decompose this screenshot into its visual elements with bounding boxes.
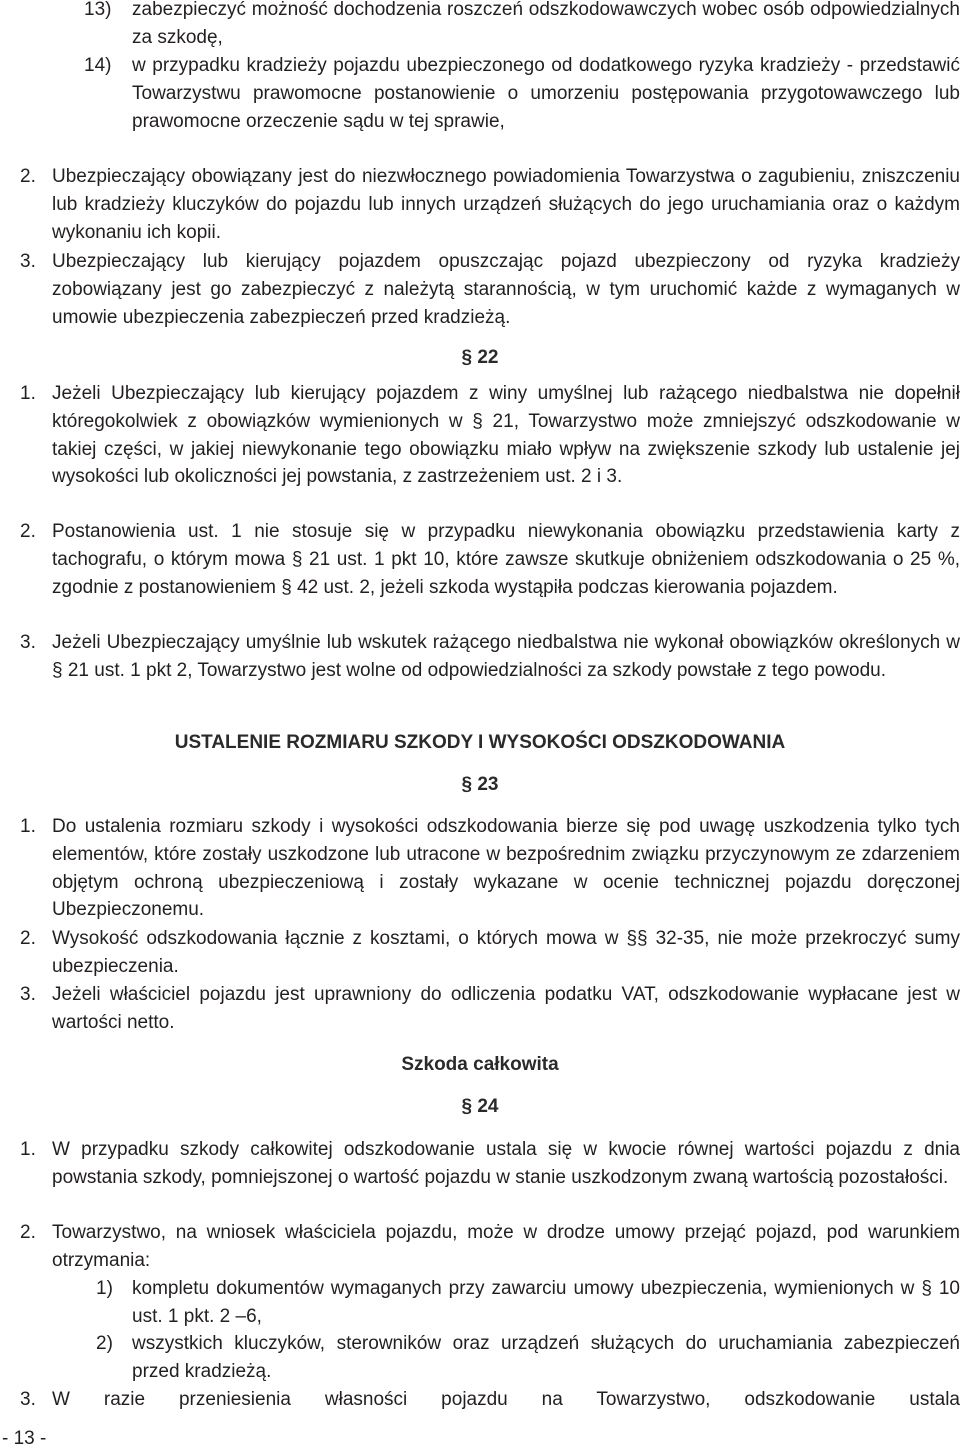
paragraph-text: Towarzystwo, na wniosek właściciela pojazdu, może w drodze umowy przejąć pojazd, pod warunkiem otrzymania: [52,1222,960,1271]
paragraph-number: 3. [20,251,36,272]
paragraph-text: Do ustalenia rozmiaru szkody i wysokości odszkodowania bierze się pod uwagę uszkodzenia tylko tych elementów, które zostały uszkodzone lub utracone w bezpośrednim związku przyczynowym ze zdarzeniem objętym ochroną ubezpieczeniową i zostały wykazane w ocenie technicznej pojazdu doręczonej Ubezpieczonemu. [52,816,960,921]
paragraph-number: 1. [20,383,36,404]
list-item-24-2-1 [96,1275,960,1331]
paragraph-number: 2. [20,928,36,949]
section-heading-23: § 23 [461,774,499,795]
item-number: 2) [96,1333,113,1354]
paragraph-number: 2. [20,521,36,542]
paragraph-number: 2. [20,166,36,187]
paragraph-number: 3. [20,632,36,653]
paragraph-21-2 [20,163,960,246]
list-item-24-2-2 [96,1330,960,1386]
paragraph-text: Jeżeli Ubezpieczający umyślnie lub wskutek rażącego niedbalstwa nie wykonał obowiązków określonych w § 21 ust. 1 pkt 2, Towarzystwo jest wolne od odpowiedzialności za szkody powstałe z tego powodu. [52,632,960,681]
paragraph-22-2 [20,518,960,601]
paragraph-21-3 [20,248,960,331]
paragraph-number: 1. [20,1139,36,1160]
list-item-13 [84,0,960,52]
paragraph-24-1 [20,1136,960,1192]
paragraph-23-2 [20,925,960,981]
paragraph-text: Wysokość odszkodowania łącznie z kosztami, o których mowa w §§ 32-35, nie może przekroczyć sumy ubezpieczenia. [52,928,960,977]
paragraph-23-1 [20,813,960,924]
paragraph-text: Postanowienia ust. 1 nie stosuje się w przypadku niewykonania obowiązku przedstawienia karty z tachografu, o którym mowa § 21 ust. 1 pkt 10, które zawsze skutkuje obniżeniem odszkodowania o 25 %, zgodnie z postanowieniem § 42 ust. 2, jeżeli szkoda wystąpiła podczas kierowania pojazdem. [52,521,960,598]
paragraph-24-3 [20,1386,960,1414]
paragraph-22-3 [20,629,960,685]
paragraph-number: 3. [20,1389,36,1410]
item-text: wszystkich kluczyków, sterowników oraz urządzeń służących do uruchamiania zabezpieczeń przed kradzieżą. [132,1333,960,1382]
chapter-title: USTALENIE ROZMIARU SZKODY I WYSOKOŚCI ODSZKODOWANIA [174,732,786,753]
item-number: 13) [84,0,112,20]
paragraph-22-1 [20,380,960,491]
item-number: 14) [84,55,112,76]
item-text: zabezpieczyć możność dochodzenia roszczeń odszkodowawczych wobec osób odpowiedzialnych za szkodę, [132,0,960,48]
paragraph-24-2 [20,1219,960,1275]
subsection-heading: Szkoda całkowita [401,1054,559,1075]
list-item-14 [84,52,960,135]
item-number: 1) [96,1278,113,1299]
paragraph-text: W przypadku szkody całkowitej odszkodowanie ustala się w kwocie równej wartości pojazdu z dnia powstania szkody, pomniejszonej o wartość pojazdu w stanie uszkodzonym zwaną wartością pozostałości. [52,1139,960,1188]
section-heading-24: § 24 [461,1096,499,1117]
paragraph-number: 3. [20,984,36,1005]
item-text: w przypadku kradzieży pojazdu ubezpieczonego od dodatkowego ryzyka kradzieży - przedstawić Towarzystwu prawomocne postanowienie o umorzeniu postępowania przygotowawczego lub prawomocne orzeczenie sądu w tej sprawie, [132,55,960,132]
paragraph-text: Ubezpieczający obowiązany jest do niezwłocznego powiadomienia Towarzystwa o zagubieniu, zniszczeniu lub kradzieży kluczyków do pojazdu lub innych urządzeń służących do jego uruchamiania oraz o każdym wykonaniu ich kopii. [52,166,960,243]
paragraph-number: 1. [20,816,36,837]
paragraph-23-3 [20,981,960,1037]
paragraph-text: Ubezpieczający lub kierujący pojazdem opuszczając pojazd ubezpieczony od ryzyka kradzieży zobowiązany jest go zabezpieczyć z należytą starannością, w tym uruchomić każde z wymaganych w umowie ubezpieczenia zabezpieczeń przed kradzieżą. [52,251,960,328]
page-number: - 13 - [2,1428,47,1449]
paragraph-text: Jeżeli właściciel pojazdu jest uprawniony do odliczenia podatku VAT, odszkodowanie wypłacane jest w wartości netto. [52,984,960,1033]
paragraph-text: W razie przeniesienia własności pojazdu na Towarzystwo, odszkodowanie ustala [52,1389,960,1410]
paragraph-text: Jeżeli Ubezpieczający lub kierujący pojazdem z winy umyślnej lub rażącego niedbalstwa nie dopełnił któregokolwiek z obowiązków wymienionych w § 21, Towarzystwo może zmniejszyć odszkodowanie w takiej części, w jakiej niewykonanie tego obowiązku miało wpływ na zwiększenie szkody lub ustalenie jej wysokości lub okoliczności jej powstania, z zastrzeżeniem ust. 2 i 3. [52,383,960,488]
paragraph-number: 2. [20,1222,36,1243]
item-text: kompletu dokumentów wymaganych przy zawarciu umowy ubezpieczenia, wymienionych w § 10 ust. 1 pkt. 2 –6, [132,1278,960,1327]
section-heading-22: § 22 [461,347,499,368]
